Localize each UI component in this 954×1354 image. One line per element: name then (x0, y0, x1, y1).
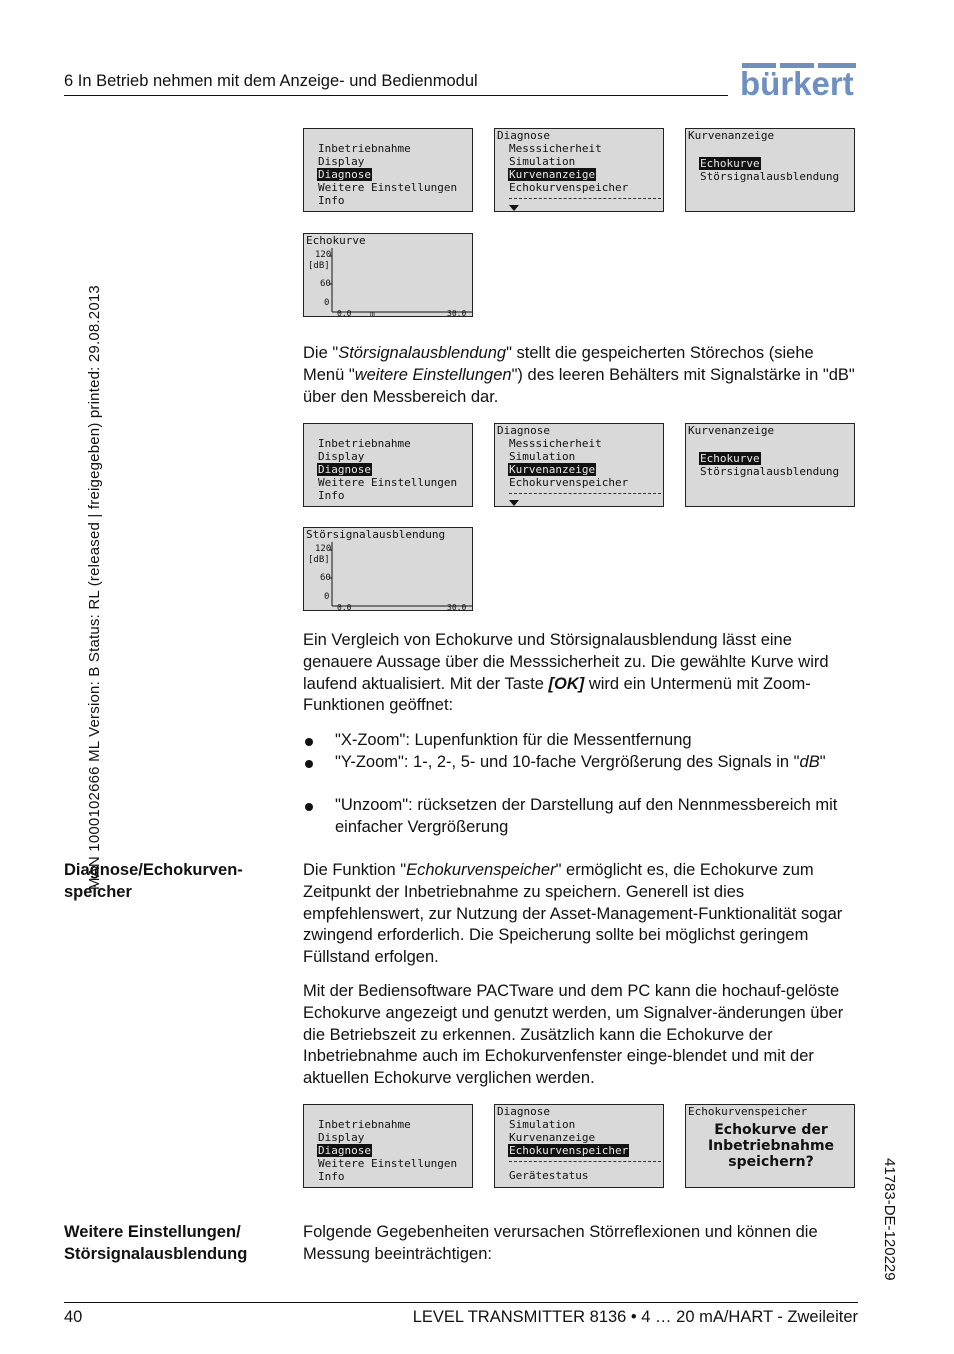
menu-item: Echokurvenspeicher (509, 476, 629, 489)
graph-axes (304, 528, 474, 612)
menu-divider (509, 493, 661, 494)
menu-item-selected: Echokurve (700, 157, 760, 170)
paragraph-vergleich: Ein Vergleich von Echokurve und Störsignalausblendung lässt eine genauere Aussage über die Messsicherheit zu. Die gewählte Kurve wird laufend aktualisiert. Mit der Taste [OK] wird ein Untermenü mit Zoom-Funktionen geöffnet: (303, 631, 829, 715)
menu-item-selected: Diagnose (318, 1144, 371, 1157)
menu-item: Messsicherheit (509, 437, 602, 450)
menu-item-selected: Diagnose (318, 168, 371, 181)
bullet-text: "Unzoom": rücksetzen der Darstellung auf den Nennmessbereich mit einfacher Vergrößerung (335, 796, 838, 836)
menu-item: Simulation (509, 155, 576, 168)
lcd-title: Diagnose (497, 1105, 550, 1118)
menu-item: Display (318, 450, 365, 463)
lcd-main-menu (303, 128, 473, 212)
x-tick-end: 30.0 (447, 603, 467, 612)
y-tick-label: 0 (324, 592, 330, 602)
page-number: 40 (64, 1308, 83, 1326)
paragraph-stoerreflexionen: Folgende Gegebenheiten verursachen Störreflexionen und können die Messung beeinträchtigen: (303, 1223, 818, 1263)
lcd-title: Diagnose (497, 424, 550, 437)
menu-item: Simulation (509, 1118, 576, 1131)
menu-item: Echokurvenspeicher (509, 181, 629, 194)
bullet-text: "Y-Zoom": 1-, 2-, 5- und 10-fache Vergrößerung des Signals in "dB" (335, 753, 826, 771)
menu-item-selected: Echokurvenspeicher (509, 1144, 629, 1157)
lcd-main-menu (303, 423, 473, 507)
y-tick-label: 60 (320, 573, 331, 583)
lcd-diagnose-menu (494, 423, 664, 507)
menu-item: Info (318, 194, 345, 207)
menu-item: Inbetriebnahme (318, 1118, 411, 1131)
scroll-down-icon (509, 500, 519, 506)
x-tick-end: 30.0 (447, 309, 467, 318)
lcd-echokurvenspeicher (685, 1104, 855, 1188)
side-metadata-text: MAN 1000102666 ML Version: B Status: RL (released | freigegeben) printed: 29.08.2013 (86, 285, 103, 890)
menu-item-selected: Diagnose (318, 463, 371, 476)
bullet-dot (305, 760, 313, 768)
burkert-logo (738, 60, 860, 100)
lcd-diagnose-menu (494, 1104, 664, 1188)
section-label-weitere-einstellungen: Weitere Einstellungen/ Störsignalausblendung (64, 1223, 248, 1263)
running-header: 6 In Betrieb nehmen mit dem Anzeige- und Bedienmodul (64, 72, 478, 90)
menu-item: Simulation (509, 450, 576, 463)
menu-item: Weitere Einstellungen (318, 1157, 458, 1170)
footer-product: LEVEL TRANSMITTER 8136 • 4 … 20 mA/HART - Zweileiter (412, 1308, 858, 1326)
y-unit-label: [dB] (308, 261, 330, 271)
menu-item: Info (318, 1170, 345, 1183)
menu-divider (509, 198, 661, 199)
menu-item: Display (318, 1131, 365, 1144)
paragraph-echokurvenspeicher: Die Funktion "Echokurvenspeicher" ermöglicht es, die Echokurve zum Zeitpunkt der Inbetriebnahme zu speichern. Generell ist dies empfehlenswert, zur Nutzung der Asset-Management-Funktionalität sogar zwingend erforderlich. Die Speicherung sollte bei möglichst geringem Füllstand erfolgen. (303, 861, 843, 967)
lcd-title: Kurvenanzeige (688, 424, 775, 437)
bullet-text: "X-Zoom": Lupenfunktion für die Messentfernung (335, 731, 692, 749)
prompt-line: Inbetriebnahme (707, 1138, 835, 1154)
menu-item: Weitere Einstellungen (318, 476, 458, 489)
footer-rule (64, 1302, 858, 1303)
menu-divider (509, 1161, 661, 1162)
bullet-x-zoom (303, 730, 859, 752)
prompt-line: Echokurve der (714, 1122, 828, 1138)
y-tick-label: 120 (315, 544, 332, 554)
menu-item: Gerätestatus (509, 1169, 589, 1182)
x-tick-start: 0.0 (337, 309, 352, 318)
menu-item: Display (318, 155, 365, 168)
lcd-main-menu (303, 1104, 473, 1188)
menu-item-selected: Kurvenanzeige (509, 463, 596, 476)
y-tick-label: 120 (315, 250, 332, 260)
paragraph-pactware: Mit der Bediensoftware PACTware und dem PC kann die hochauf-gelöste Echokurve angezeigt und genutzt werden, um Signalver-änderungen über die Betriebszeit zu erkennen. Zusätzlich kann die Echokurve der Inbetriebnahme auch im Echokurvenfenster einge-blendet und mit der aktuellen Echokurve verglichen werden. (303, 982, 844, 1088)
paragraph-stoersignal: Die "Störsignalausblendung" stellt die gespeicherten Störechos (siehe Menü "weitere Einstellungen") des leeren Behälters mit Signalstärke in "dB" über den Messbereich dar. (303, 344, 855, 406)
x-unit-label: m (370, 309, 375, 318)
bullet-y-zoom (303, 752, 859, 796)
side-docnumber-text: 41783-DE-120229 (881, 1158, 898, 1281)
menu-item: Inbetriebnahme (318, 142, 411, 155)
menu-item-selected: Echokurve (700, 452, 760, 465)
y-unit-label: [dB] (308, 555, 330, 565)
menu-item: Weitere Einstellungen (318, 181, 458, 194)
graph-title: Störsignalausblendung (306, 528, 446, 541)
lcd-echokurve-graph (303, 233, 473, 317)
menu-item: Kurvenanzeige (509, 1131, 596, 1144)
scroll-down-icon (509, 205, 519, 211)
section-label-echokurvenspeicher: Diagnose/Echokurven-speicher (64, 861, 243, 901)
lcd-title: Kurvenanzeige (688, 129, 775, 142)
side-metadata (78, 160, 120, 890)
menu-item: Störsignalausblendung (700, 170, 840, 183)
bullet-dot (305, 738, 313, 746)
lcd-title: Echokurvenspeicher (688, 1105, 808, 1118)
lcd-kurvenanzeige (685, 128, 855, 212)
y-tick-label: 0 (324, 298, 330, 308)
menu-item: Messsicherheit (509, 142, 602, 155)
prompt-line: speichern? (728, 1154, 814, 1170)
logo-text: bürkert (740, 65, 854, 100)
menu-item: Inbetriebnahme (318, 437, 411, 450)
lcd-diagnose-menu (494, 128, 664, 212)
bullet-unzoom (303, 795, 859, 839)
lcd-kurvenanzeige (685, 423, 855, 507)
graph-axes (304, 234, 474, 318)
header-rule (64, 95, 728, 96)
bullet-dot (305, 803, 313, 811)
y-tick-label: 60 (320, 279, 331, 289)
x-tick-start: 0.0 (337, 603, 352, 612)
menu-item: Störsignalausblendung (700, 465, 840, 478)
menu-item: Info (318, 489, 345, 502)
lcd-title: Diagnose (497, 129, 550, 142)
menu-item-selected: Kurvenanzeige (509, 168, 596, 181)
lcd-stoersignal-graph (303, 527, 473, 611)
graph-title: Echokurve (306, 234, 366, 247)
